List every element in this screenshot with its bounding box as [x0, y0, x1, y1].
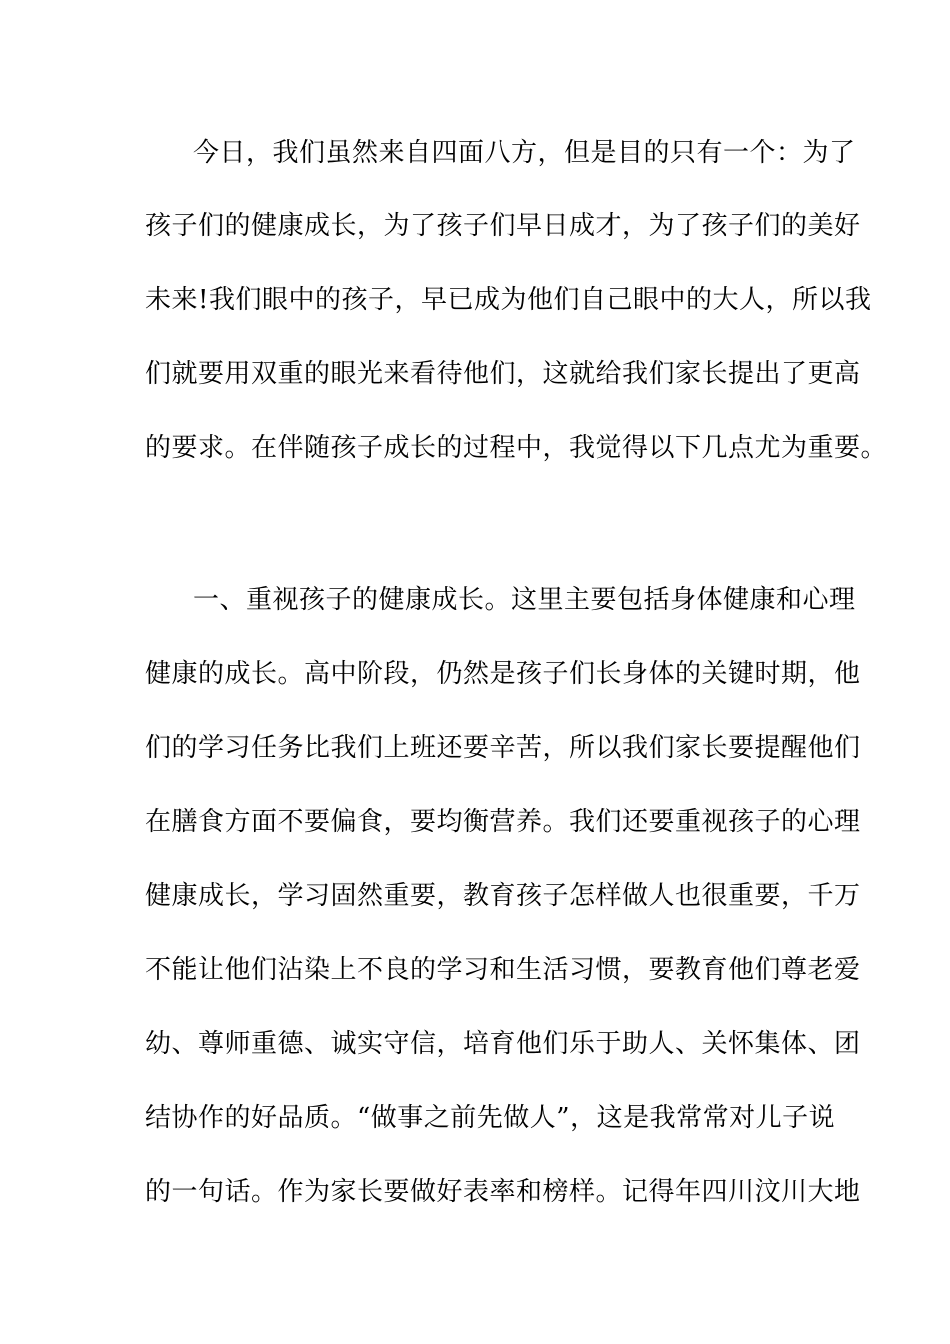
paragraph-2-line-9: 的一句话。作为家长要做好表率和榜样。记得年四川汶川大地: [145, 1177, 861, 1207]
paragraph-2-line-7: 幼、尊师重德、诚实守信，培育他们乐于助人、关怀集体、团: [145, 1029, 861, 1059]
paragraph-1-line-5: 的要求。在伴随孩子成长的过程中，我觉得以下几点尤为重要。: [145, 433, 888, 463]
paragraph-1-line-2: 孩子们的健康成长，为了孩子们早日成才，为了孩子们的美好: [145, 211, 861, 241]
paragraph-1-line-4: 们就要用双重的眼光来看待他们，这就给我们家长提出了更高: [145, 359, 861, 389]
paragraph-2-line-6: 不能让他们沾染上不良的学习和生活习惯，要教育他们尊老爱: [145, 955, 861, 985]
paragraph-2-line-8: 结协作的好品质。“做事之前先做人”，这是我常常对儿子说: [145, 1103, 836, 1133]
paragraph-2-line-3: 们的学习任务比我们上班还要辛苦，所以我们家长要提醒他们: [145, 733, 861, 763]
paragraph-2-line-4: 在膳食方面不要偏食，要均衡营养。我们还要重视孩子的心理: [145, 807, 861, 837]
paragraph-2-line-2: 健康的成长。高中阶段，仍然是孩子们长身体的关键时期，他: [145, 659, 861, 689]
paragraph-2-line-1: 一、重视孩子的健康成长。这里主要包括身体健康和心理: [193, 585, 856, 615]
paragraph-2-line-5: 健康成长，学习固然重要，教育孩子怎样做人也很重要，千万: [145, 881, 861, 911]
paragraph-1-line-3: 未来!我们眼中的孩子，早已成为他们自己眼中的大人，所以我: [145, 285, 872, 315]
paragraph-1-line-1: 今日，我们虽然来自四面八方，但是目的只有一个：为了: [193, 138, 856, 168]
